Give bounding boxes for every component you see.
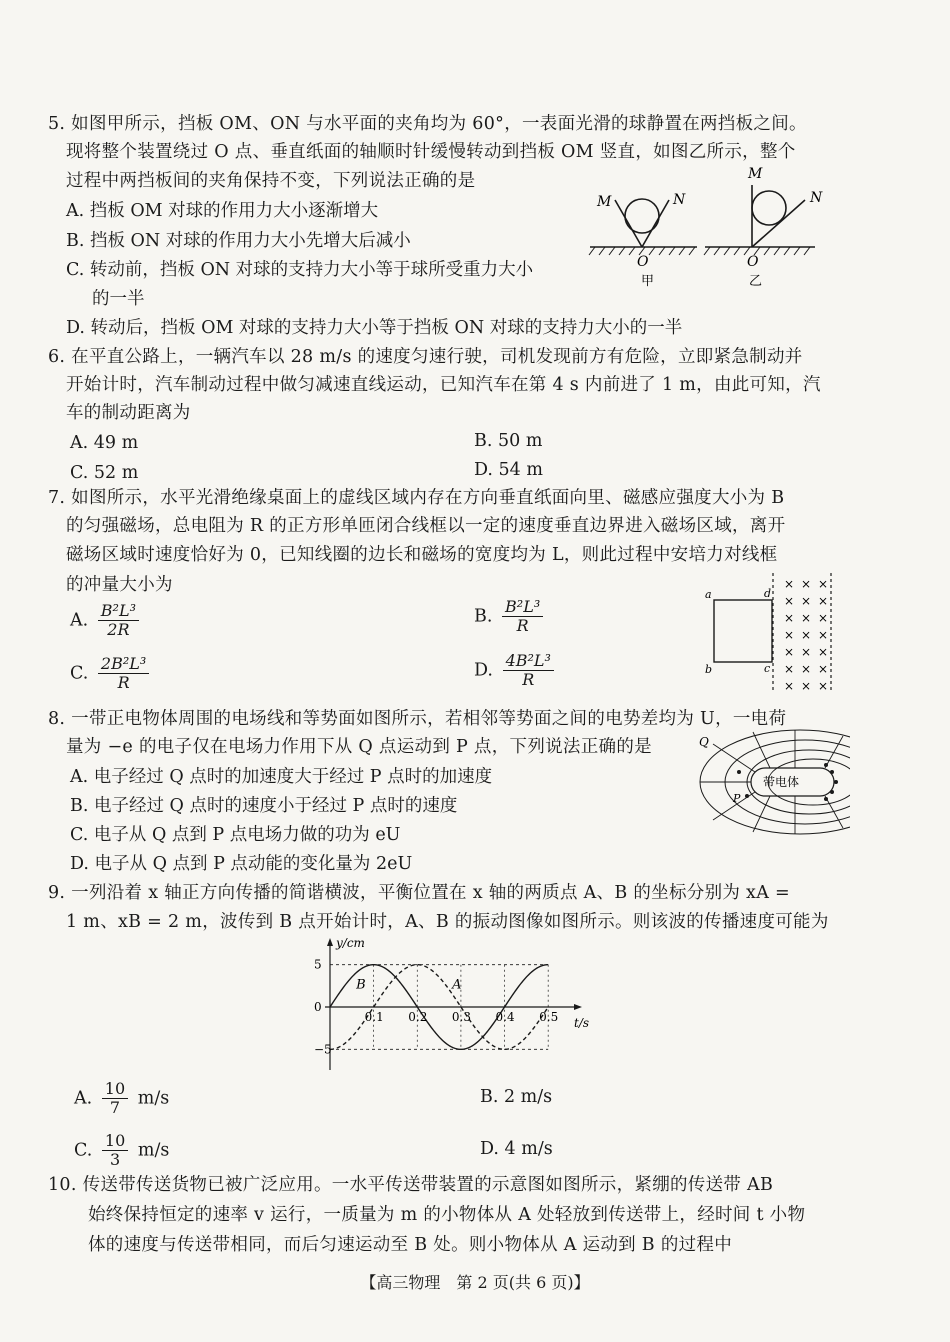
page-footer: 【高三物理 第 2 页(共 6 页)】 (360, 1273, 590, 1292)
q9-option-a (74, 1080, 169, 1118)
q5-option-b: B. 挡板 ON 对球的作用力大小先增大后减小 (66, 231, 411, 251)
y-tick-label: 5 (314, 957, 322, 972)
series-label-B: B (356, 977, 366, 993)
q8-label-body: 带电体 (763, 775, 800, 789)
q9-stem-line-2: 1 m、xB = 2 m，波传到 B 点开始计时，A、B 的振动图像如图所示。则该波的传播速度可能为 (66, 912, 829, 932)
field-cross-mark: × (801, 645, 812, 659)
q5-label-n-yi: N (810, 190, 823, 206)
field-cross-mark: × (784, 662, 795, 676)
q8-option-a: A. 电子经过 Q 点时的加速度大于经过 P 点时的加速度 (70, 767, 493, 787)
q7-figure (700, 570, 840, 695)
q9-option-c-unit: m/s (137, 1140, 170, 1161)
q9-option-c (74, 1132, 169, 1170)
y-axis-arrow (327, 938, 333, 946)
q5-label-m-jia: M (597, 194, 612, 210)
q7-option-c-num: 2B²L³ (98, 655, 149, 674)
q7-option-d-label: D. (474, 660, 493, 681)
q7-option-a-num: B²L³ (98, 602, 139, 621)
field-cross-mark: × (801, 662, 812, 676)
q7-option-a-den: 2R (107, 620, 130, 640)
q7-stem-line-3: 磁场区域时速度恰好为 0，已知线圈的边长和磁场的宽度均为 L，则此过程中安培力对线框 (66, 545, 778, 565)
q7-option-a (70, 602, 143, 640)
q9-option-a-label: A. (74, 1088, 93, 1109)
x-tick-label: 0.3 (451, 1010, 472, 1024)
q5-option-c-cont: 的一半 (92, 289, 145, 309)
field-cross-mark: × (784, 611, 795, 625)
chart-labels (314, 936, 589, 1056)
q7-option-c-label: C. (70, 663, 89, 684)
y-axis-label: y/cm (336, 936, 365, 950)
q8-option-b: B. 电子经过 Q 点时的速度小于经过 P 点时的速度 (70, 796, 458, 816)
x-axis-arrow (574, 1004, 582, 1010)
q8-stem-line-1: 8. 一带正电物体周围的电场线和等势面如图所示，若相邻等势面之间的电势差均为 U，一电荷 (48, 709, 787, 729)
q6-option-d: D. 54 m (474, 460, 543, 480)
q5-stem-line-3: 过程中两挡板间的夹角保持不变，下列说法正确的是 (66, 171, 476, 191)
q7-option-d (474, 652, 558, 690)
q9-stem-line-1: 9. 一列沿着 x 轴正方向传播的简谐横波，平衡位置在 x 轴的两质点 A、B 的坐标分别为 xA = (48, 883, 790, 903)
field-cross-mark: × (818, 594, 829, 608)
q5-stem-line-1: 5. 如图甲所示，挡板 OM、ON 与水平面的夹角均为 60°，一表面光滑的球静置在两挡板之间。 (48, 114, 807, 134)
q10-stem-line-3: 体的速度与传送带相同，而后匀速运动至 B 处。则小物体从 A 运动到 B 的过程中 (88, 1235, 733, 1255)
q5-stem-line-2: 现将整个装置绕过 O 点、垂直纸面的轴顺时针缓慢转动到挡板 OM 竖直，如图乙所示，整个 (66, 142, 796, 162)
field-cross-mark: × (818, 611, 829, 625)
q7-stem-line-4: 的冲量大小为 (66, 575, 173, 595)
chart-axes (325, 938, 582, 1070)
q8-stem-line-2: 量为 −e 的电子仅在电场力作用下从 Q 点运动到 P 点，下列说法正确的是 (66, 737, 652, 757)
field-cross-mark: × (784, 577, 795, 591)
q7-option-c (70, 655, 153, 693)
q5-option-a: A. 挡板 OM 对球的作用力大小逐渐增大 (66, 201, 379, 221)
x-tick-label: 0.5 (539, 1010, 559, 1024)
q7-option-b-num: B²L³ (502, 598, 543, 617)
q7-stem-line-2: 的匀强磁场，总电阻为 R 的正方形单匝闭合线框以一定的速度垂直边界进入磁场区域，离开 (66, 516, 786, 536)
q7-option-b-den: R (516, 616, 529, 636)
q8-option-c: C. 电子从 Q 点到 P 点电场力做的功为 eU (70, 825, 401, 845)
q9-option-a-num: 10 (102, 1080, 128, 1099)
field-cross-mark: × (818, 645, 829, 659)
field-cross-mark: × (801, 679, 812, 693)
field-cross-mark: × (818, 679, 829, 693)
y-tick-label: 0 (314, 1000, 322, 1014)
q7-option-d-num: 4B²L³ (503, 652, 554, 671)
q5-label-o-jia: O (637, 254, 649, 270)
q7-option-a-label: A. (70, 610, 89, 631)
q7-option-b-label: B. (474, 606, 493, 627)
q7-option-b (474, 598, 547, 636)
q8-label-q: Q (699, 735, 709, 749)
q9-option-d: D. 4 m/s (480, 1139, 553, 1159)
field-cross-mark: × (801, 594, 812, 608)
x-tick-label: 0.2 (408, 1010, 428, 1024)
field-cross-mark: × (784, 679, 795, 693)
q9-option-c-num: 10 (102, 1132, 128, 1151)
q10-stem-line-2: 始终保持恒定的速率 v 运行，一质量为 m 的小物体从 A 处轻放到传送带上，经时间 t 小物 (88, 1205, 806, 1225)
q8-figure (695, 728, 850, 838)
y-tick-label: −5 (314, 1042, 332, 1057)
field-cross-mark: × (784, 594, 795, 608)
field-cross-mark: × (801, 611, 812, 625)
field-cross-mark: × (801, 577, 812, 591)
field-cross-mark: × (818, 628, 829, 642)
q7-label-d: d (764, 587, 772, 600)
q5-label-m-yi: M (748, 166, 763, 182)
q7-option-d-den: R (522, 670, 535, 690)
field-cross-mark: × (784, 645, 795, 659)
q9-option-a-den: 7 (109, 1098, 121, 1118)
magnetic-field-crosses (784, 577, 828, 693)
x-tick-label: 0.1 (364, 1010, 384, 1024)
q7-label-c: c (764, 662, 771, 675)
q6-option-b: B. 50 m (474, 431, 543, 451)
series-label-A: A (452, 977, 462, 993)
q7-label-b: b (705, 663, 713, 676)
q5-label-yi: 乙 (749, 274, 763, 289)
q6-stem-line-3: 车的制动距离为 (66, 403, 191, 423)
field-cross-mark: × (818, 662, 829, 676)
q9-vibration-chart (290, 935, 600, 1070)
q7-stem-line-1: 7. 如图所示，水平光滑绝缘桌面上的虚线区域内存在方向垂直纸面向里、磁感应强度大小为 B (48, 488, 785, 508)
q5-option-c: C. 转动前，挡板 ON 对球的支持力大小等于球所受重力大小 (66, 260, 534, 280)
q9-option-a-unit: m/s (137, 1088, 170, 1109)
field-cross-mark: × (784, 628, 795, 642)
q8-label-p: P (733, 792, 741, 805)
q5-option-d: D. 转动后，挡板 OM 对球的支持力大小等于挡板 ON 对球的支持力大小的一半 (66, 318, 683, 338)
x-tick-label: 0.4 (495, 1010, 515, 1024)
q7-option-c-den: R (117, 673, 130, 693)
q6-stem-line-1: 6. 在平直公路上，一辆汽车以 28 m/s 的速度匀速行驶，司机发现前方有危险，立即紧急制动并 (48, 347, 803, 367)
field-cross-mark: × (801, 628, 812, 642)
q9-option-c-label: C. (74, 1140, 93, 1161)
q8-option-d: D. 电子从 Q 点到 P 点动能的变化量为 2eU (70, 854, 413, 874)
q9-option-c-den: 3 (110, 1150, 121, 1170)
q5-label-n-jia: N (673, 192, 686, 208)
x-axis-label: t/s (574, 1016, 590, 1030)
field-cross-mark: × (818, 577, 829, 591)
q7-label-a: a (705, 588, 712, 601)
q10-stem-line-1: 10. 传送带传送货物已被广泛应用。一水平传送带装置的示意图如图所示，紧绷的传送带 AB (48, 1175, 774, 1195)
q6-option-c: C. 52 m (70, 463, 139, 483)
q5-label-o-yi: O (747, 254, 759, 270)
q5-figure (585, 160, 845, 295)
q6-option-a: A. 49 m (70, 433, 139, 453)
q9-option-b: B. 2 m/s (480, 1087, 553, 1107)
q6-stem-line-2: 开始计时，汽车制动过程中做匀减速直线运动，已知汽车在第 4 s 内前进了 1 m，由此可知，汽 (66, 375, 821, 395)
q5-label-jia: 甲 (641, 274, 655, 289)
